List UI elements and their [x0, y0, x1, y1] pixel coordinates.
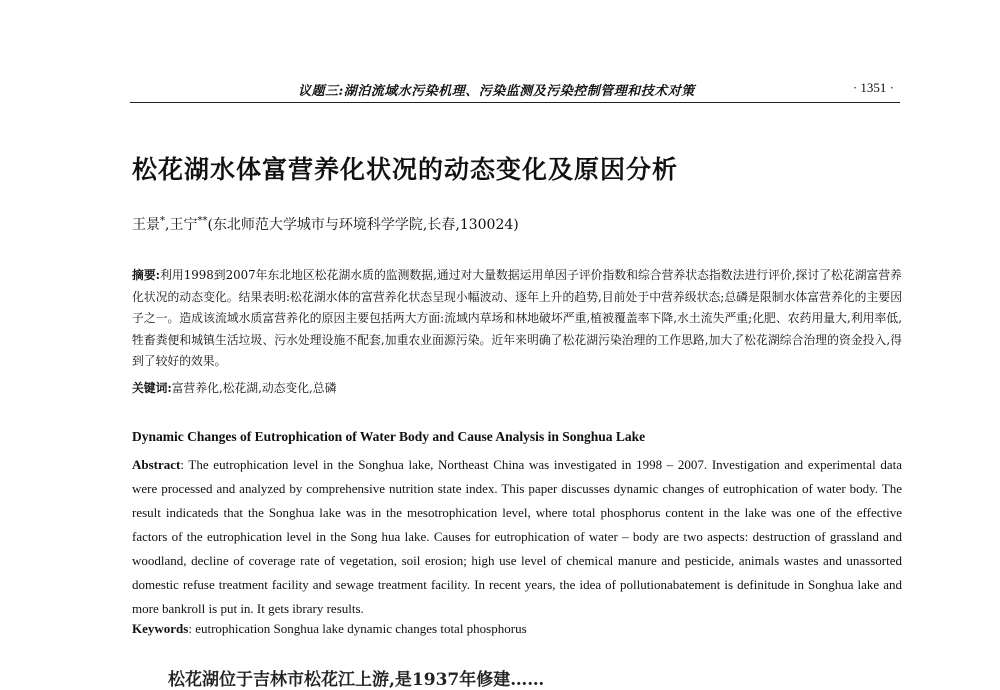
author-name: 王宁 — [169, 217, 198, 233]
chinese-abstract — [132, 265, 902, 373]
english-abstract — [132, 453, 902, 621]
author-affiliation: (东北师范大学城市与环境科学学院,长春,130024) — [207, 217, 519, 233]
page-number: · 1351 · — [852, 80, 894, 95]
chinese-abstract-text: 利用1998到2007年东北地区松花湖水质的监测数据,通过对大量数据运用单因子评价指数和综合营养状态指数法进行评价,探讨了松花湖富营养化状况的动态变化。结果表明:松花湖水体的富营养化状态呈现小幅波动、逐年上升的趋势,目前处于中营养级状态;总磷是限制水体富营养化的主要因子之一。造成该流域水质富营养化的原因主要包括两大方面:流域内草场和林地破坏严重,植被覆盖率下降,水土流失严重;化肥、农药用量大,利用率低,牲畜粪便和城镇生活垃圾、污水处理设施不配套,加重农业面源污染。近年来明确了松花湖污染治理的工作思路,加大了松花湖综合治理的资金投入,得到了较好的效果。 — [132, 268, 902, 368]
english-title: Dynamic Changes of Eutrophication of Water Body and Cause Analysis in Songhua Lake — [132, 429, 646, 444]
author-line — [132, 214, 519, 234]
author-name: 王景 — [132, 217, 160, 233]
chinese-keywords-label: 关键词: — [132, 381, 172, 395]
author-separator: , — [165, 217, 170, 233]
english-keywords — [132, 621, 527, 637]
author-footnote-mark: ** — [197, 215, 208, 227]
article-title: 松花湖水体富营养化状况的动态变化及原因分析 — [132, 155, 679, 184]
chinese-abstract-label: 摘要: — [132, 268, 161, 282]
running-title: 议题三:湖泊流域水污染机理、污染监测及污染控制管理和技术对策 — [298, 84, 695, 99]
english-abstract-text: : The eutrophication level in the Songhua lake, Northeast China was investigated in 1998 – 2007. Investigation and experimental data were processed and analyzed by comprehensive nutrition state index. This paper discusses dynamic changes of eutrophication of water body. The result indicateds that the Songhua lake was in the mesotrophication level, where total phosphorus content in the lake was one of the effective factors of the eutrophication level in the Song hua lake. Causes for eutrophication of water – body are two aspects: destruction of grassland and woodland, decline of coverage rate of vegetation, soil erosion; high use level of chemical manure and pesticide, animals wastes and unassorted domestic refuse treatment facility and sewage treatment facility. In recent years, the idea of pollutionabatement is definitude in Songhua lake and more bankroll is put in. It gets ibrary results. — [132, 457, 902, 616]
running-header — [130, 78, 900, 103]
body-text-start: 松花湖位于吉林市松花江上游,是1937年修建…… — [168, 670, 545, 690]
english-keywords-label: Keywords — [132, 621, 189, 636]
chinese-keywords-text: 富营养化,松花湖,动态变化,总磷 — [171, 381, 337, 395]
chinese-keywords — [132, 379, 336, 396]
english-abstract-label: Abstract — [132, 457, 181, 472]
english-keywords-text: : eutrophication Songhua lake dynamic changes total phosphorus — [188, 621, 527, 636]
author-footnote-mark: * — [160, 215, 165, 227]
